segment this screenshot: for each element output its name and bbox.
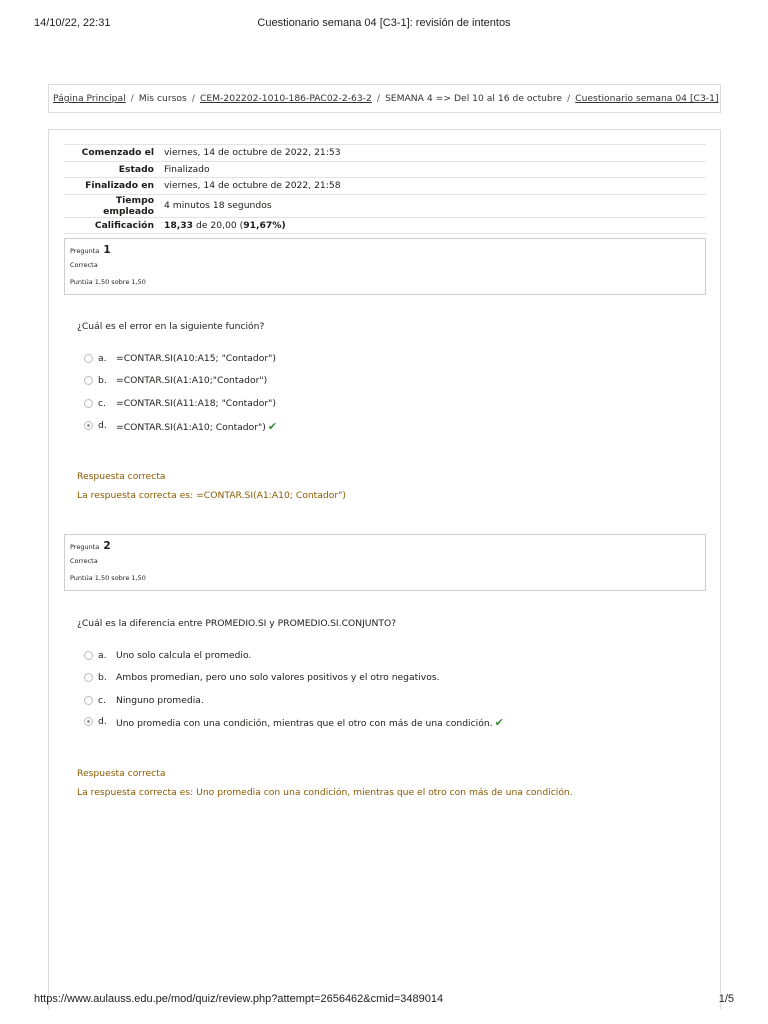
radio-icon[interactable] xyxy=(84,421,93,430)
question-number xyxy=(70,540,111,552)
feedback-answer-1: La respuesta correcta es: =CONTAR.SI(A1:A10; Contador") xyxy=(77,490,346,501)
grade-mid: de 20,00 ( xyxy=(193,220,244,232)
feedback-title-1: Respuesta correcta xyxy=(77,471,166,482)
question-info-1 xyxy=(64,238,706,295)
print-datetime: 14/10/22, 22:31 xyxy=(34,17,111,29)
question-text-1: ¿Cuál es el error en la siguiente función? xyxy=(77,321,265,332)
print-url: https://www.aulauss.edu.pe/mod/quiz/review.php?attempt=2656462&cmid=3489014 xyxy=(34,993,444,1005)
breadcrumb-bar xyxy=(48,84,721,113)
breadcrumb-my-courses: Mis cursos xyxy=(138,93,187,104)
option-text-wrap xyxy=(116,420,277,433)
print-page-count: 1/5 xyxy=(718,993,734,1005)
print-header xyxy=(0,17,768,31)
radio-icon[interactable] xyxy=(84,696,93,705)
summary-label: Finalizado en xyxy=(85,180,154,192)
summary-row-started xyxy=(64,145,706,162)
question-grade: Puntúa 1,50 sobre 1,50 xyxy=(70,278,146,286)
option-letter: d. xyxy=(98,420,107,431)
summary-label: Calificación xyxy=(94,220,154,232)
question-state: Correcta xyxy=(70,557,98,565)
breadcrumb-separator: / xyxy=(376,93,380,104)
summary-label: Estado xyxy=(118,163,154,175)
option-letter: a. xyxy=(98,650,107,661)
radio-icon[interactable] xyxy=(84,376,93,385)
option-letter: c. xyxy=(98,398,106,409)
summary-value: Finalizado xyxy=(164,163,210,175)
question-info-2 xyxy=(64,534,706,591)
option-text: Uno solo calcula el promedio. xyxy=(116,650,252,661)
summary-value: viernes, 14 de octubre de 2022, 21:53 xyxy=(164,147,341,159)
radio-icon[interactable] xyxy=(84,354,93,363)
grade-end: %) xyxy=(272,220,286,232)
option-text: =CONTAR.SI(A1:A10;"Contador") xyxy=(116,375,268,386)
breadcrumb-separator: / xyxy=(191,93,195,104)
summary-value: viernes, 14 de octubre de 2022, 21:58 xyxy=(164,180,341,192)
summary-row-finished xyxy=(64,178,706,195)
option-letter: d. xyxy=(98,716,107,727)
option-text: =CONTAR.SI(A1:A10; Contador") xyxy=(116,422,266,433)
summary-row-state xyxy=(64,161,706,178)
option-text-wrap xyxy=(116,716,504,729)
attempt-summary-table xyxy=(64,144,706,234)
summary-value xyxy=(164,217,706,234)
breadcrumb-course-link[interactable]: CEM-202202-1010-186-PAC02-2-63-2 xyxy=(199,93,372,104)
breadcrumb-week: SEMANA 4 => Del 10 al 16 de octubre xyxy=(384,93,563,104)
check-icon: ✔ xyxy=(267,420,278,433)
radio-icon[interactable] xyxy=(84,651,93,660)
option-letter: a. xyxy=(98,353,107,364)
summary-row-time xyxy=(64,194,706,217)
question-prefix: Pregunta xyxy=(70,247,100,255)
summary-label: Comenzado el xyxy=(81,147,154,159)
question-number-value: 1 xyxy=(103,244,111,256)
radio-icon[interactable] xyxy=(84,399,93,408)
question-number xyxy=(70,244,111,256)
breadcrumb-separator: / xyxy=(567,93,571,104)
question-state: Correcta xyxy=(70,261,98,269)
question-grade: Puntúa 1,50 sobre 1,50 xyxy=(70,574,146,582)
option-text: Uno promedia con una condición, mientras que el otro con más de una condición. xyxy=(116,718,493,729)
option-text: Ninguno promedia. xyxy=(116,695,204,706)
radio-icon[interactable] xyxy=(84,717,93,726)
summary-value: 4 minutos 18 segundos xyxy=(164,200,272,212)
feedback-title-2: Respuesta correcta xyxy=(77,768,166,779)
option-letter: b. xyxy=(98,672,107,683)
question-prefix: Pregunta xyxy=(70,543,100,551)
question-number-value: 2 xyxy=(103,540,111,552)
summary-label: Tiempo empleado xyxy=(103,194,154,217)
breadcrumb-separator: / xyxy=(130,93,134,104)
feedback-answer-2: La respuesta correcta es: Uno promedia con una condición, mientras que el otro con más de una condición. xyxy=(77,787,573,798)
print-title: Cuestionario semana 04 [C3-1]: revisión de intentos xyxy=(257,17,511,29)
grade-percent: 91,67 xyxy=(243,220,273,232)
option-letter: b. xyxy=(98,375,107,386)
option-text: Ambos promedian, pero uno solo valores positivos y el otro negativos. xyxy=(116,672,440,683)
check-icon: ✔ xyxy=(494,716,504,729)
option-text: =CONTAR.SI(A11:A18; "Contador") xyxy=(116,398,276,409)
grade-score: 18,33 xyxy=(164,220,194,232)
breadcrumb-quiz-link[interactable]: Cuestionario semana 04 [C3-1] xyxy=(575,93,719,104)
breadcrumb-home-link[interactable]: Página Principal xyxy=(53,93,126,104)
radio-icon[interactable] xyxy=(84,673,93,682)
option-text: =CONTAR.SI(A10:A15; "Contador") xyxy=(116,353,276,364)
option-letter: c. xyxy=(98,695,106,706)
summary-row-grade xyxy=(64,217,706,234)
breadcrumb xyxy=(53,93,719,104)
print-footer xyxy=(0,993,768,1007)
question-text-2: ¿Cuál es la diferencia entre PROMEDIO.SI y PROMEDIO.SI.CONJUNTO? xyxy=(77,618,397,629)
